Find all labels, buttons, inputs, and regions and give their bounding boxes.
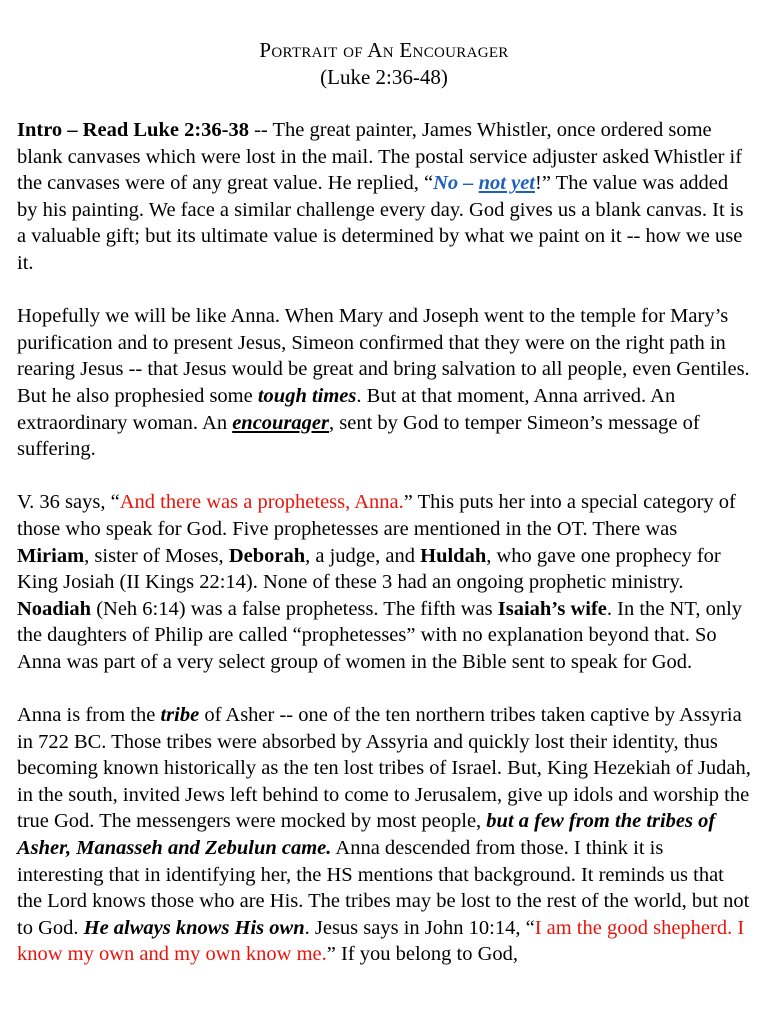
name-isaiahs-wife: Isaiah’s wife <box>497 597 607 620</box>
text-run: !” The value was added by his painting. We face a similar challenge every day. God gives us a blank canvas. It is a valuable gift; but its ultimate value is determined by what we paint on it -- how we use it. <box>17 172 744 274</box>
verse-quote: And there was a prophetess, Anna. <box>119 491 404 514</box>
document-body <box>17 117 753 995</box>
paragraph-prophetess <box>17 489 753 675</box>
emphasis-knows-own: He always knows His own <box>83 916 305 939</box>
quote-no: No – <box>433 172 479 195</box>
emphasis-tribe: tribe <box>160 704 200 727</box>
intro-lead: Intro – Read Luke 2:36-38 <box>17 119 249 141</box>
paragraph-intro <box>17 117 753 277</box>
verse-quote: I am the good shepherd. I know my own and my own know me. <box>17 916 745 966</box>
text-run: of Asher -- one of the ten northern tribes taken captive by Assyria in 722 BC. Those tribes were absorbed by Assyria and quickly lost their identity, thus becoming known historically as the ten lost tribes of Israel. But, King Hezekiah of Judah, in the south, invited Jews left behind to come to Jerusalem, give up idols and worship the true God. The messengers were mocked by most people, <box>17 704 751 833</box>
document-title: Portrait of An Encourager <box>259 38 509 62</box>
name-noadiah: Noadiah <box>17 597 92 620</box>
text-run: (Neh 6:14) was a false prophetess. The fifth was <box>91 597 498 620</box>
text-run: , a judge, and <box>305 544 421 567</box>
text-run: . But at that moment, Anna arrived. An extraordinary woman. An <box>17 384 676 434</box>
name-miriam: Miriam <box>17 544 85 567</box>
text-run: , sent by God to temper Simeon’s message of suffering. <box>17 411 700 461</box>
scripture-reference: (Luke 2:36-48) <box>320 65 448 89</box>
text-run: V. 36 says, “ <box>17 491 120 514</box>
quote-not-yet: not yet <box>478 172 535 195</box>
paragraph-anna <box>17 303 753 463</box>
text-run: ” This puts her into a special category of those who speak for God. Five prophetesses are mentioned in the OT. There was <box>17 491 736 540</box>
text-run: Hopefully we will be like Anna. When Mary and Joseph went to the temple for Mary’s purification and to present Jesus, Simeon confirmed that they were on the right path in rearing Jesus -- that Jesus would be great and bring salvation to all people, even Gentiles. But he also prophesied some <box>17 305 750 407</box>
name-deborah: Deborah <box>228 544 306 567</box>
emphasis-few-came: but a few from the tribes of Asher, Manasseh and Zebulun came. <box>17 810 716 860</box>
name-huldah: Huldah <box>420 544 487 567</box>
emphasis-tough-times: tough times <box>257 384 357 407</box>
text-run: , sister of Moses, <box>84 544 229 567</box>
text-run: , who gave one prophecy for King Josiah (II Kings 22:14). None of these 3 had an ongoing prophetic ministry. <box>17 544 721 594</box>
paragraph-tribe <box>17 702 753 968</box>
text-run: . Jesus says in John 10:14, “ <box>304 916 535 939</box>
text-run: ” If you belong to God, <box>326 943 519 966</box>
emphasis-encourager: encourager <box>232 411 330 434</box>
text-run: Anna descended from those. I think it is interesting that in identifying her, the HS mentions that background. It reminds us that the Lord knows those who are His. The tribes may be lost to the rest of the world, but not to God. <box>17 837 750 939</box>
text-run: Anna is from the <box>17 704 161 727</box>
text-run: . In the NT, only the daughters of Philip are called “prophetesses” with no explanation beyond that. So Anna was part of a very select group of women in the Bible sent to speak for God. <box>17 597 743 673</box>
text-run: -- The great painter, James Whistler, once ordered some blank canvases which were lost in the mail. The postal service adjuster asked Whistler if the canvases were of any great value. He replied, “ <box>17 119 743 195</box>
